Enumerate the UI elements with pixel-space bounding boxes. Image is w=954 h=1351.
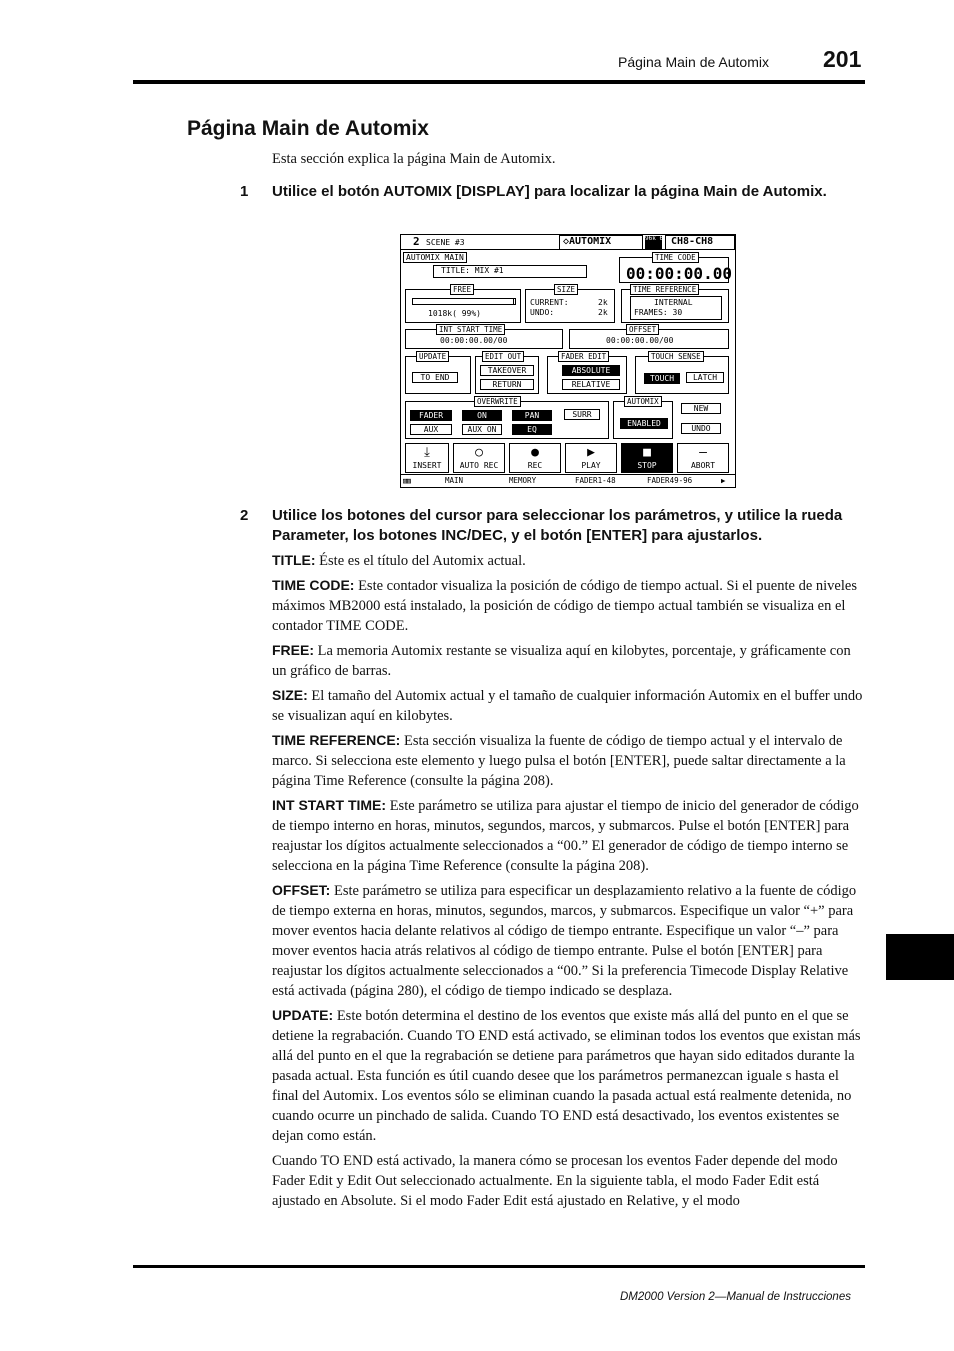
abort-button[interactable]	[677, 443, 729, 473]
tab-main[interactable]: MAIN	[445, 476, 464, 485]
free-bar-fill	[413, 299, 514, 304]
size-undo-label: UNDO:	[530, 308, 555, 317]
auto-rec-icon: ○	[475, 445, 483, 460]
header-rule	[133, 80, 865, 84]
touch-button[interactable]: TOUCH	[644, 373, 680, 384]
param-text: El tamaño del Automix actual y el tamaño de cualquier información Automix en el buffer undo se visualizan aquí en kilobytes.	[272, 688, 863, 724]
param-time-reference	[272, 731, 864, 791]
stop-label: STOP	[637, 461, 657, 470]
automix-panel	[613, 397, 673, 439]
relative-button[interactable]: RELATIVE	[562, 379, 620, 390]
param-int-start-time	[272, 796, 864, 876]
param-text: Este contador visualiza la posición de código de tiempo actual. Si el puente de niveles máximos MB2000 está instalado, la posición de código de tiempo actual también se visualiza en el contador TIME CODE.	[272, 578, 857, 634]
size-undo-value: 2k	[598, 308, 608, 317]
offset-panel[interactable]	[569, 325, 729, 349]
return-button[interactable]: RETURN	[480, 379, 534, 390]
edit-out-panel	[475, 352, 539, 394]
rec-icon: ●	[531, 445, 539, 460]
param-title	[272, 551, 864, 571]
size-panel	[525, 285, 615, 323]
page-number: 201	[823, 46, 862, 72]
step-text: Utilice el botón AUTOMIX [DISPLAY] para localizar la página Main de Automix.	[272, 183, 827, 200]
param-term: TIME CODE:	[272, 577, 355, 593]
rec-button[interactable]	[509, 443, 561, 473]
param-term: UPDATE:	[272, 1007, 334, 1023]
fader-edit-label: FADER EDIT	[558, 351, 609, 362]
int-start-time-value: 00:00:00.00/00	[440, 336, 508, 345]
overwrite-panel	[405, 397, 609, 439]
page-label: AUTOMIX MAIN	[403, 252, 467, 263]
overwrite-surr-button[interactable]: SURR	[564, 409, 600, 420]
time-code-value: 00:00:00.00	[626, 264, 732, 283]
tab-hatch-icon: ▨▨	[403, 476, 411, 485]
update-panel	[405, 352, 471, 394]
overwrite-aux-button[interactable]: AUX	[410, 424, 452, 435]
time-code-panel	[619, 253, 732, 283]
tab-fader-1-48[interactable]: FADER1-48	[575, 476, 616, 485]
param-update	[272, 1006, 864, 1146]
insert-icon: ⤓	[424, 445, 430, 460]
overwrite-pan-button[interactable]: PAN	[512, 410, 552, 421]
time-reference-label: TIME REFERENCE	[630, 284, 699, 295]
latch-button[interactable]: LATCH	[686, 372, 724, 383]
free-label: FREE	[450, 284, 474, 295]
step-number: 1	[240, 183, 249, 200]
size-current-value: 2k	[598, 298, 608, 307]
touch-sense-panel	[635, 352, 729, 394]
free-bar	[412, 298, 516, 305]
edit-out-label: EDIT OUT	[482, 351, 524, 362]
insert-label: INSERT	[412, 461, 442, 470]
param-time-code	[272, 576, 864, 636]
absolute-button[interactable]: ABSOLUTE	[562, 365, 620, 376]
automix-enabled-button[interactable]: ENABLED	[620, 418, 668, 429]
chapter-tab	[886, 934, 954, 980]
title-value: TITLE: MIX #1	[441, 266, 504, 275]
stop-icon: ■	[643, 445, 651, 460]
automix-new-button[interactable]: NEW	[681, 403, 721, 414]
size-current-label: CURRENT:	[530, 298, 569, 307]
time-code-label: TIME CODE	[652, 252, 699, 263]
param-term: FREE:	[272, 642, 314, 658]
param-term: OFFSET:	[272, 882, 331, 898]
fader-edit-panel	[547, 352, 627, 394]
page-tabs	[401, 474, 735, 486]
param-free	[272, 641, 864, 681]
scene-number: 2	[413, 235, 420, 248]
footer-text: DM2000 Version 2—Manual de Instrucciones	[620, 1291, 851, 1303]
abort-icon: —	[699, 445, 707, 460]
param-text: La memoria Automix restante se visualiza aquí en kilobytes, porcentaje, y gráficamente con un gráfico de barras.	[272, 643, 851, 679]
step-number: 2	[240, 507, 249, 524]
param-term: TITLE:	[272, 552, 316, 568]
free-panel	[405, 285, 521, 323]
time-reference-source: INTERNAL	[654, 298, 693, 307]
param-text: Este parámetro se utiliza para ajustar el tiempo de inicio del generador de código de tiempo interno en horas, minutos, segundos, marcos, y submarcos. Pulse el botón [ENTER] para reajustar los dígitos actualmente seleccionados a “00.” El generador de código de tiempo interno se selecciona en la página Time Reference (consulte la página 208).	[272, 798, 859, 874]
play-icon: ▶	[587, 445, 595, 460]
param-term: TIME REFERENCE:	[272, 732, 401, 748]
rate-badge: 96k 6.1	[645, 236, 662, 249]
play-label: PLAY	[581, 461, 601, 470]
int-start-time-panel[interactable]	[405, 325, 563, 349]
overwrite-label: OVERWRITE	[474, 396, 521, 407]
intro-text: Esta sección explica la página Main de Automix.	[272, 151, 556, 167]
rec-label: REC	[527, 461, 543, 470]
param-text: Éste es el título del Automix actual.	[319, 553, 526, 569]
insert-button[interactable]	[405, 443, 449, 473]
next-page-icon[interactable]: ▶	[721, 476, 726, 485]
update-label: UPDATE	[416, 351, 449, 362]
takeover-button[interactable]: TAKEOVER	[480, 365, 534, 376]
param-size	[272, 686, 864, 726]
abort-label: ABORT	[690, 461, 716, 470]
tab-fader-49-96[interactable]: FADER49-96	[647, 476, 693, 485]
param-text: Este parámetro se utiliza para especificar un desplazamiento relativo a la fuente de código de tiempo externa en horas, minutos, segundos, marcos, y submarcos. Especifique un valor “+” para mover eventos hacia delante relativos al código de tiempo entrante. Especifique un valor “–” para mover eventos hacia atrás relativos al código de tiempo entrante. Pulse el botón [ENTER] para reajustar los dígitos actualmente seleccionados a “00.” Si la preferencia Timecode Display Relative está activada (página 280), el código de tiempo indicado se desplaza.	[272, 883, 857, 999]
overwrite-on-button[interactable]: ON	[462, 410, 502, 421]
touch-sense-label: TOUCH SENSE	[648, 351, 704, 362]
section-title: Página Main de Automix	[187, 117, 429, 140]
auto-rec-label: AUTO REC	[459, 461, 499, 470]
running-header: Página Main de Automix	[618, 54, 769, 70]
channel-label: CH8-CH8	[671, 236, 714, 247]
to-end-button[interactable]: TO END	[412, 372, 458, 383]
scene-label: SCENE #3	[426, 238, 465, 247]
auto-rec-button[interactable]	[453, 443, 505, 473]
mode-label: ◇AUTOMIX	[563, 236, 612, 247]
automix-label: AUTOMIX	[624, 396, 662, 407]
footer-rule	[133, 1265, 865, 1268]
overwrite-eq-button[interactable]: EQ	[512, 424, 552, 435]
offset-label: OFFSET	[626, 324, 659, 335]
overwrite-fader-button[interactable]: FADER	[410, 410, 452, 421]
time-reference-panel	[621, 285, 729, 323]
size-label: SIZE	[554, 284, 578, 295]
closing-paragraph: Cuando TO END está activado, la manera cómo se procesan los eventos Fader depende del modo Fader Edit y Edit Out seleccionado actualmente. En la siguiente tabla, el modo Fader Edit está ajustado en Absolute. Si el modo Fader Edit está ajustado en Relative, y el modo	[272, 1153, 838, 1209]
automix-undo-button[interactable]: UNDO	[681, 423, 721, 434]
param-term: SIZE:	[272, 687, 308, 703]
step-text: Utilice los botones del cursor para seleccionar los parámetros, y utilice la rueda Parameter, los botones INC/DEC, y el botón [ENTER] para ajustarlos.	[272, 507, 843, 544]
stop-button[interactable]	[621, 443, 673, 473]
param-offset	[272, 881, 864, 1001]
free-value: 1018k( 99%)	[428, 309, 481, 318]
offset-value: 00:00:00.00/00	[606, 336, 674, 345]
param-term: INT START TIME:	[272, 797, 387, 813]
automix-main-screen	[400, 234, 736, 488]
overwrite-aux-on-button[interactable]: AUX ON	[462, 424, 502, 435]
param-text: Este botón determina el destino de los eventos que existe más allá del punto en el que se detiene la regrabación. Cuando TO END está activado, se eliminan todos los eventos que existan más allá del punto en el que la regrabación se detiene para parámetros que hayan sido editados durante la pasada actual. Esta función es útil cuando desee que los parámetros permanezcan iguale s hasta el final del Automix. Los eventos sólo se eliminan cuando la pasada actual está realmente detenida, no cuando ocurre un pinchado de salida. Cuando TO END está desactivado, los eventos existentes se dejan como están.	[272, 1008, 861, 1144]
int-start-time-label: INT START TIME	[436, 324, 505, 335]
parameter-descriptions	[272, 551, 864, 1216]
tab-memory[interactable]: MEMORY	[509, 476, 537, 485]
time-reference-frames: FRAMES: 30	[634, 308, 683, 317]
play-button[interactable]	[565, 443, 617, 473]
param-text: Esta sección visualiza la fuente de código de tiempo actual y el intervalo de marco. Si selecciona este elemento y luego pulsa el botón [ENTER], puede saltar directamente a la página Time Reference (consulte la página 208).	[272, 733, 846, 789]
